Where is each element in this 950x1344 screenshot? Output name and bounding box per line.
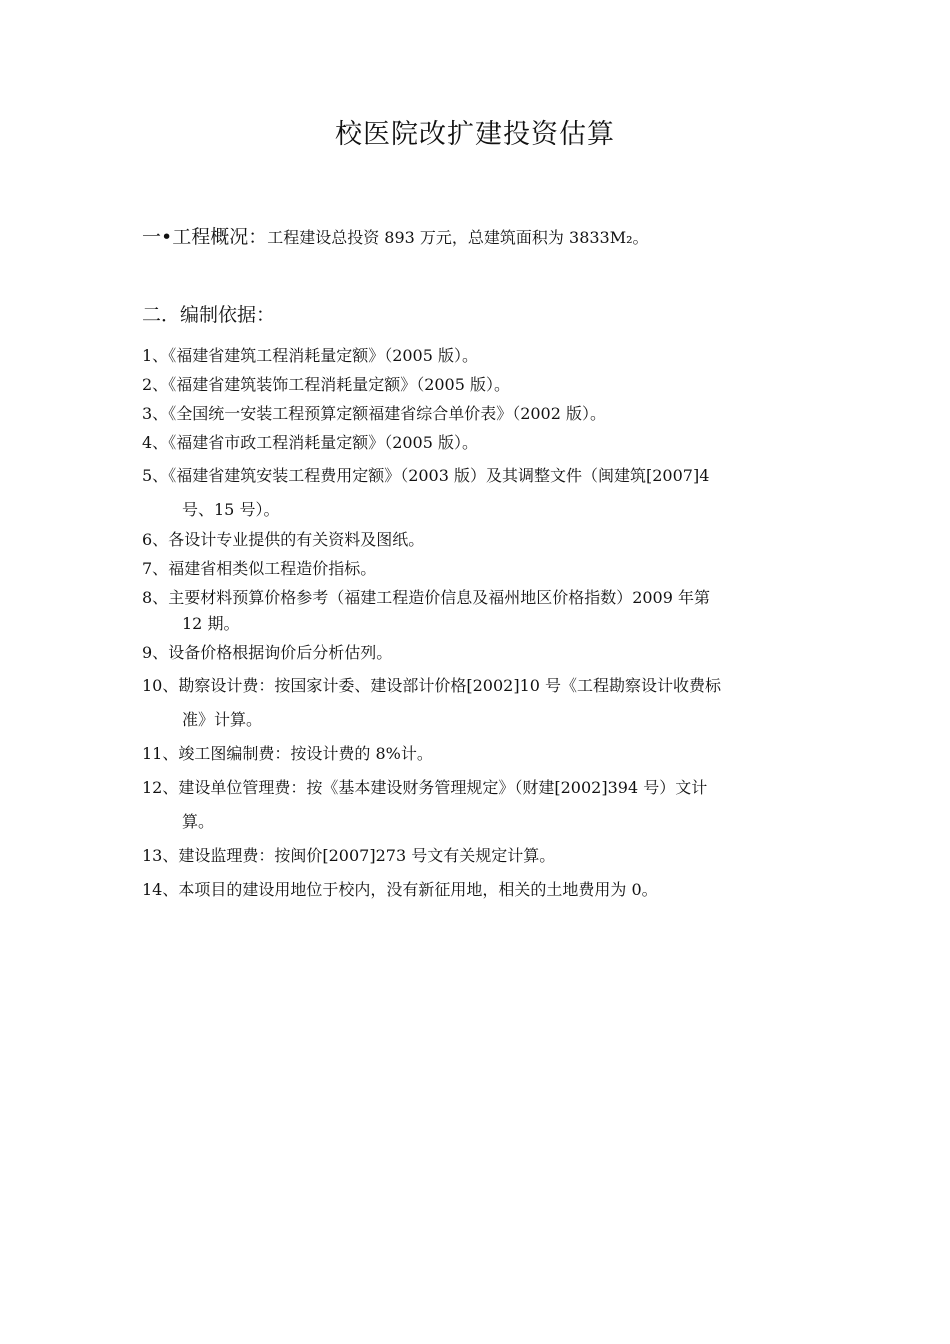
item-number: 9、 [142,643,169,662]
item-text: 《全国统一安装工程预算定额福建省综合单价表》（2002 版）。 [168,404,606,423]
list-item [142,527,807,553]
item-text: 建设单位管理费：按《基本建设财务管理规定》（财建[2002]394 号）文计 [178,778,708,797]
item-number: 1、 [142,346,169,365]
item-continuation: 12 期。 [182,614,240,633]
item-number: 13、 [142,846,179,865]
item-continuation: 号、15 号）。 [182,500,280,519]
item-number: 4、 [142,433,169,452]
list-item [142,430,807,456]
item-text: 建设监理费：按闽价[2007]273 号文有关规定计算。 [178,846,556,865]
item-number: 10、 [142,676,179,695]
item-number: 5、 [142,466,169,485]
item-text: 《福建省建筑装饰工程消耗量定额》（2005 版）。 [168,375,510,394]
item-continuation: 算。 [182,812,215,831]
list-item [142,401,807,427]
list-item [142,771,807,839]
item-text: 勘察设计费：按国家计委、建设部计价格[2002]10 号《工程勘察设计收费标 [178,676,722,695]
list-item [142,839,807,873]
basis-heading: 二．编制依据： [142,304,276,326]
item-text: 本项目的建设用地位于校内，没有新征用地，相关的土地费用为 0。 [178,880,658,899]
overview-label: 一•工程概况： [142,226,268,248]
list-item [142,669,807,737]
item-text: 《福建省建筑安装工程费用定额》（2003 版）及其调整文件（闽建筑[2007]4 [168,466,710,485]
item-text: 《福建省市政工程消耗量定额》（2005 版）。 [168,433,478,452]
item-number: 14、 [142,880,179,899]
item-text: 福建省相类似工程造价指标。 [168,559,377,578]
item-continuation: 准》计算。 [182,710,263,729]
item-number: 2、 [142,375,169,394]
list-item [142,459,807,527]
item-number: 3、 [142,404,169,423]
list-item [142,556,807,582]
basis-list [142,343,807,907]
item-number: 11、 [142,744,179,763]
list-item [142,372,807,398]
item-text: 《福建省建筑工程消耗量定额》（2005 版）。 [168,346,478,365]
document-title: 校医院改扩建投资估算 [335,119,615,150]
item-number: 7、 [142,559,169,578]
item-text: 竣工图编制费：按设计费的 8%计。 [178,744,433,763]
list-item [142,737,807,771]
item-text: 设备价格根据询价后分析估列。 [168,643,393,662]
list-item [142,873,807,907]
item-number: 12、 [142,778,179,797]
item-number: 6、 [142,530,169,549]
list-item [142,585,807,637]
item-number: 8、 [142,588,169,607]
project-overview [142,224,822,251]
item-text: 主要材料预算价格参考（福建工程造价信息及福州地区价格指数）2009 年第 [168,588,710,607]
list-item [142,343,807,369]
item-text: 各设计专业提供的有关资料及图纸。 [168,530,425,549]
overview-text: 工程建设总投资 893 万元，总建筑面积为 3833M₂。 [267,228,649,247]
list-item [142,640,807,666]
